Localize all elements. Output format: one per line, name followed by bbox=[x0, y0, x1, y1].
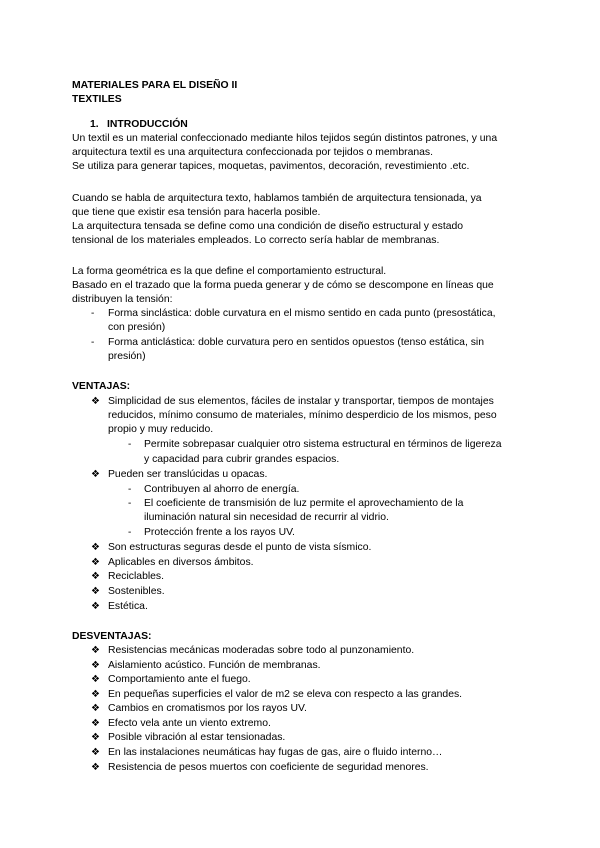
list-item: Forma sinclástica: doble curvatura en el mismo sentido en cada punto (presostática, bbox=[108, 308, 496, 319]
diamond-bullet-icon: ❖ bbox=[91, 542, 100, 553]
list-item: iluminación natural sin necesidad de recurrir al vidrio. bbox=[144, 512, 389, 523]
desventajas-heading: DESVENTAJAS: bbox=[72, 631, 152, 642]
paragraph-line: La forma geométrica es la que define el comportamiento estructural. bbox=[72, 266, 387, 277]
list-item: Protección frente a los rayos UV. bbox=[144, 527, 295, 538]
paragraph-line: que tiene que existir esa tensión para hacerla posible. bbox=[72, 207, 321, 218]
ventajas-heading: VENTAJAS: bbox=[72, 381, 131, 392]
paragraph-line: Un textil es un material confeccionado mediante hilos tejidos según distintos patrones, y una bbox=[72, 133, 498, 144]
list-item: Posible vibración al estar tensionadas. bbox=[108, 732, 286, 743]
list-item: Estética. bbox=[108, 601, 148, 612]
list-item: Aislamiento acústico. Función de membranas. bbox=[108, 660, 321, 671]
list-item: Forma anticlástica: doble curvatura pero en sentidos opuestos (tenso estática, sin bbox=[108, 337, 484, 348]
dash-bullet: - bbox=[128, 484, 132, 495]
diamond-bullet-icon: ❖ bbox=[91, 703, 100, 714]
list-item: Simplicidad de sus elementos, fáciles de instalar y transportar, tiempos de montajes bbox=[108, 396, 494, 407]
dash-bullet: - bbox=[128, 498, 132, 509]
list-item: Aplicables en diversos ámbitos. bbox=[108, 557, 254, 568]
list-item: Cambios en cromatismos por los rayos UV. bbox=[108, 703, 307, 714]
list-item: Son estructuras seguras desde el punto de vista sísmico. bbox=[108, 542, 372, 553]
list-item: reducidos, mínimo consumo de materiales, mínimo desperdicio de los mismos, peso bbox=[108, 410, 497, 421]
list-item: Resistencia de pesos muertos con coeficiente de seguridad menores. bbox=[108, 762, 429, 773]
diamond-bullet-icon: ❖ bbox=[91, 762, 100, 773]
diamond-bullet-icon: ❖ bbox=[91, 732, 100, 743]
diamond-bullet-icon: ❖ bbox=[91, 645, 100, 656]
list-item: El coeficiente de transmisión de luz permite el aprovechamiento de la bbox=[144, 498, 464, 509]
diamond-bullet-icon: ❖ bbox=[91, 586, 100, 597]
intro-heading: INTRODUCCIÓN bbox=[107, 119, 188, 130]
list-item: Reciclables. bbox=[108, 571, 165, 582]
list-item: presión) bbox=[108, 351, 146, 362]
diamond-bullet-icon: ❖ bbox=[91, 557, 100, 568]
paragraph-line: tensional de los materiales empleados. Lo correcto sería hablar de membranas. bbox=[72, 235, 440, 246]
dash-bullet: - bbox=[128, 439, 132, 450]
diamond-bullet-icon: ❖ bbox=[91, 747, 100, 758]
paragraph-line: Se utiliza para generar tapices, moquetas, pavimentos, decoración, revestimiento .etc. bbox=[72, 161, 470, 172]
paragraph-line: La arquitectura tensada se define como una condición de diseño estructural y estado bbox=[72, 221, 464, 232]
diamond-bullet-icon: ❖ bbox=[91, 660, 100, 671]
intro-number: 1. bbox=[90, 119, 99, 130]
diamond-bullet-icon: ❖ bbox=[91, 601, 100, 612]
diamond-bullet-icon: ❖ bbox=[91, 396, 100, 407]
dash-bullet: - bbox=[91, 337, 95, 348]
list-item: Comportamiento ante el fuego. bbox=[108, 674, 251, 685]
list-item: y capacidad para cubrir grandes espacios. bbox=[144, 454, 340, 465]
list-item: con presión) bbox=[108, 322, 166, 333]
diamond-bullet-icon: ❖ bbox=[91, 689, 100, 700]
list-item: Pueden ser translúcidas u opacas. bbox=[108, 469, 268, 480]
paragraph-line: distribuyen la tensión: bbox=[72, 294, 173, 305]
list-item: En pequeñas superficies el valor de m2 se eleva con respecto a las grandes. bbox=[108, 689, 463, 700]
list-item: Efecto vela ante un viento extremo. bbox=[108, 718, 271, 729]
list-item: Resistencias mecánicas moderadas sobre todo al punzonamiento. bbox=[108, 645, 415, 656]
diamond-bullet-icon: ❖ bbox=[91, 469, 100, 480]
paragraph-line: Cuando se habla de arquitectura texto, hablamos también de arquitectura tensionada, ya bbox=[72, 193, 482, 204]
list-item: Permite sobrepasar cualquier otro sistema estructural en términos de ligereza bbox=[144, 439, 502, 450]
document-subtitle: TEXTILES bbox=[72, 94, 122, 105]
dash-bullet: - bbox=[128, 527, 132, 538]
list-item: Contribuyen al ahorro de energía. bbox=[144, 484, 300, 495]
diamond-bullet-icon: ❖ bbox=[91, 718, 100, 729]
document-title: MATERIALES PARA EL DISEÑO II bbox=[72, 80, 238, 91]
list-item: Sostenibles. bbox=[108, 586, 165, 597]
paragraph-line: arquitectura textil es una arquitectura confeccionada por tejidos o membranas. bbox=[72, 147, 433, 158]
paragraph-line: Basado en el trazado que la forma pueda generar y de cómo se descompone en líneas que bbox=[72, 280, 494, 291]
list-item: En las instalaciones neumáticas hay fugas de gas, aire o fluido interno… bbox=[108, 747, 443, 758]
diamond-bullet-icon: ❖ bbox=[91, 674, 100, 685]
dash-bullet: - bbox=[91, 308, 95, 319]
diamond-bullet-icon: ❖ bbox=[91, 571, 100, 582]
list-item: propio y muy reducido. bbox=[108, 424, 214, 435]
